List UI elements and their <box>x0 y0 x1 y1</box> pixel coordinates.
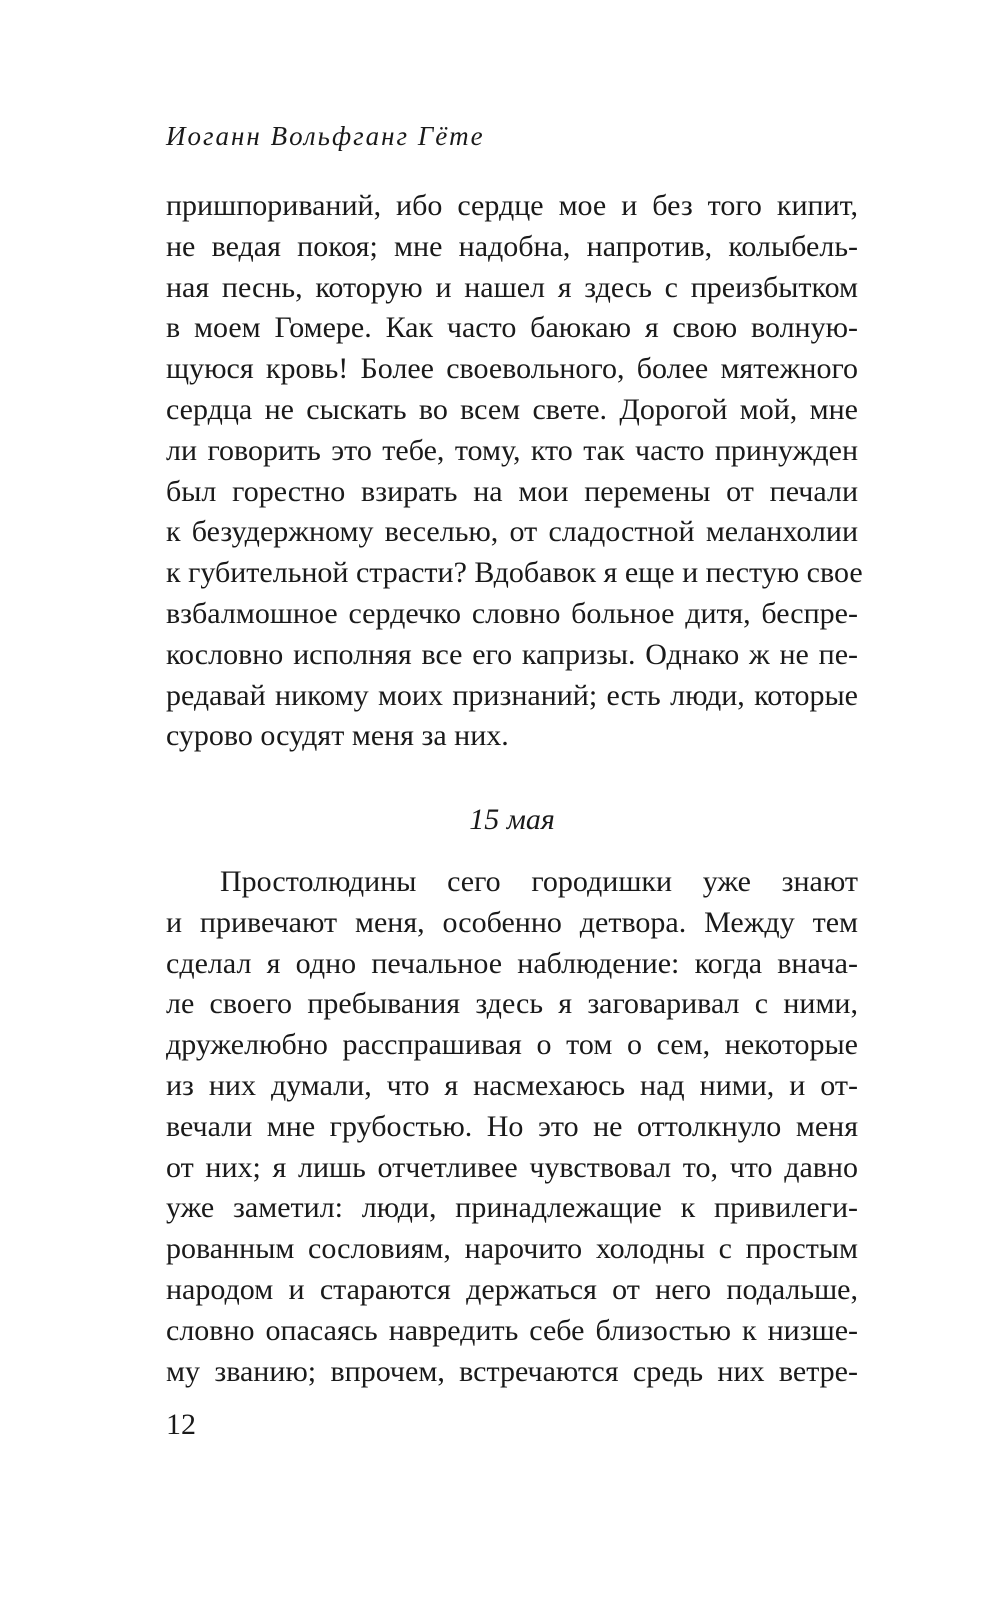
text-line: рованным сословиям, нарочито холодны с простым <box>166 1232 858 1266</box>
text-line: ле своего пребывания здесь я заговаривал с ними, <box>166 987 858 1021</box>
text-line: был горестно взирать на мои перемены от печали <box>166 474 858 508</box>
text-line: сделал я одно печальное наблюдение: когда внача- <box>166 946 858 980</box>
text-line: му званию; впрочем, встречаются средь них ветре- <box>166 1354 858 1388</box>
text-line: Простолюдины сего городишки уже знают <box>220 865 858 898</box>
text-line: сурово осудят меня за них. <box>166 719 509 753</box>
text-line: взбалмошное сердечко словно больное дитя, беспре- <box>166 596 858 630</box>
text-line: редавай никому моих признаний; есть люди, которые <box>166 678 858 712</box>
text-line: к губительной страсти? Вдобавок я еще и пестую свое <box>166 556 863 590</box>
text-line: в моем Гомере. Как часто баюкаю я свою волную- <box>166 311 858 345</box>
text-line: ли говорить это тебе, тому, кто так часто принужден <box>166 433 858 467</box>
running-header: Иоганн Вольфганг Гёте <box>166 121 485 151</box>
text-line: народом и стараются держаться от него подальше, <box>166 1272 858 1306</box>
text-line: из них думали, что я насмехаюсь над ними, и от- <box>166 1068 858 1102</box>
text-line: вечали мне грубостью. Но это не оттолкнуло меня <box>166 1109 858 1143</box>
text-line: щуюся кровь! Более своевольного, более мятежного <box>166 352 858 386</box>
text-line: не ведая покоя; мне надобна, напротив, колыбель- <box>166 229 858 263</box>
paragraph-letter-may-15 <box>166 862 858 1392</box>
paragraph-continued <box>166 186 863 757</box>
letter-date-heading: 15 мая <box>469 803 555 836</box>
text-line: от них; я лишь отчетливее чувствовал то, что давно <box>166 1150 858 1184</box>
text-line: уже заметил: люди, принадлежащие к привилеги- <box>166 1191 858 1225</box>
text-line: и привечают меня, особенно детвора. Между тем <box>166 905 858 939</box>
text-line: дружелюбно расспрашивая о том о сем, некоторые <box>166 1028 858 1062</box>
text-line: сердца не сыскать во всем свете. Дорогой мой, мне <box>166 392 858 426</box>
text-line: пришпориваний, ибо сердце мое и без того кипит, <box>166 189 858 222</box>
text-line: к безудержному веселью, от сладостной меланхолии <box>166 515 858 549</box>
text-line: кословно исполняя все его капризы. Однако ж не пе- <box>166 637 858 671</box>
text-line: словно опасаясь навредить себе близостью к низше- <box>166 1313 858 1347</box>
page-number: 12 <box>166 1408 196 1441</box>
text-line: ная песнь, которую и нашел я здесь с преизбытком <box>166 270 858 304</box>
